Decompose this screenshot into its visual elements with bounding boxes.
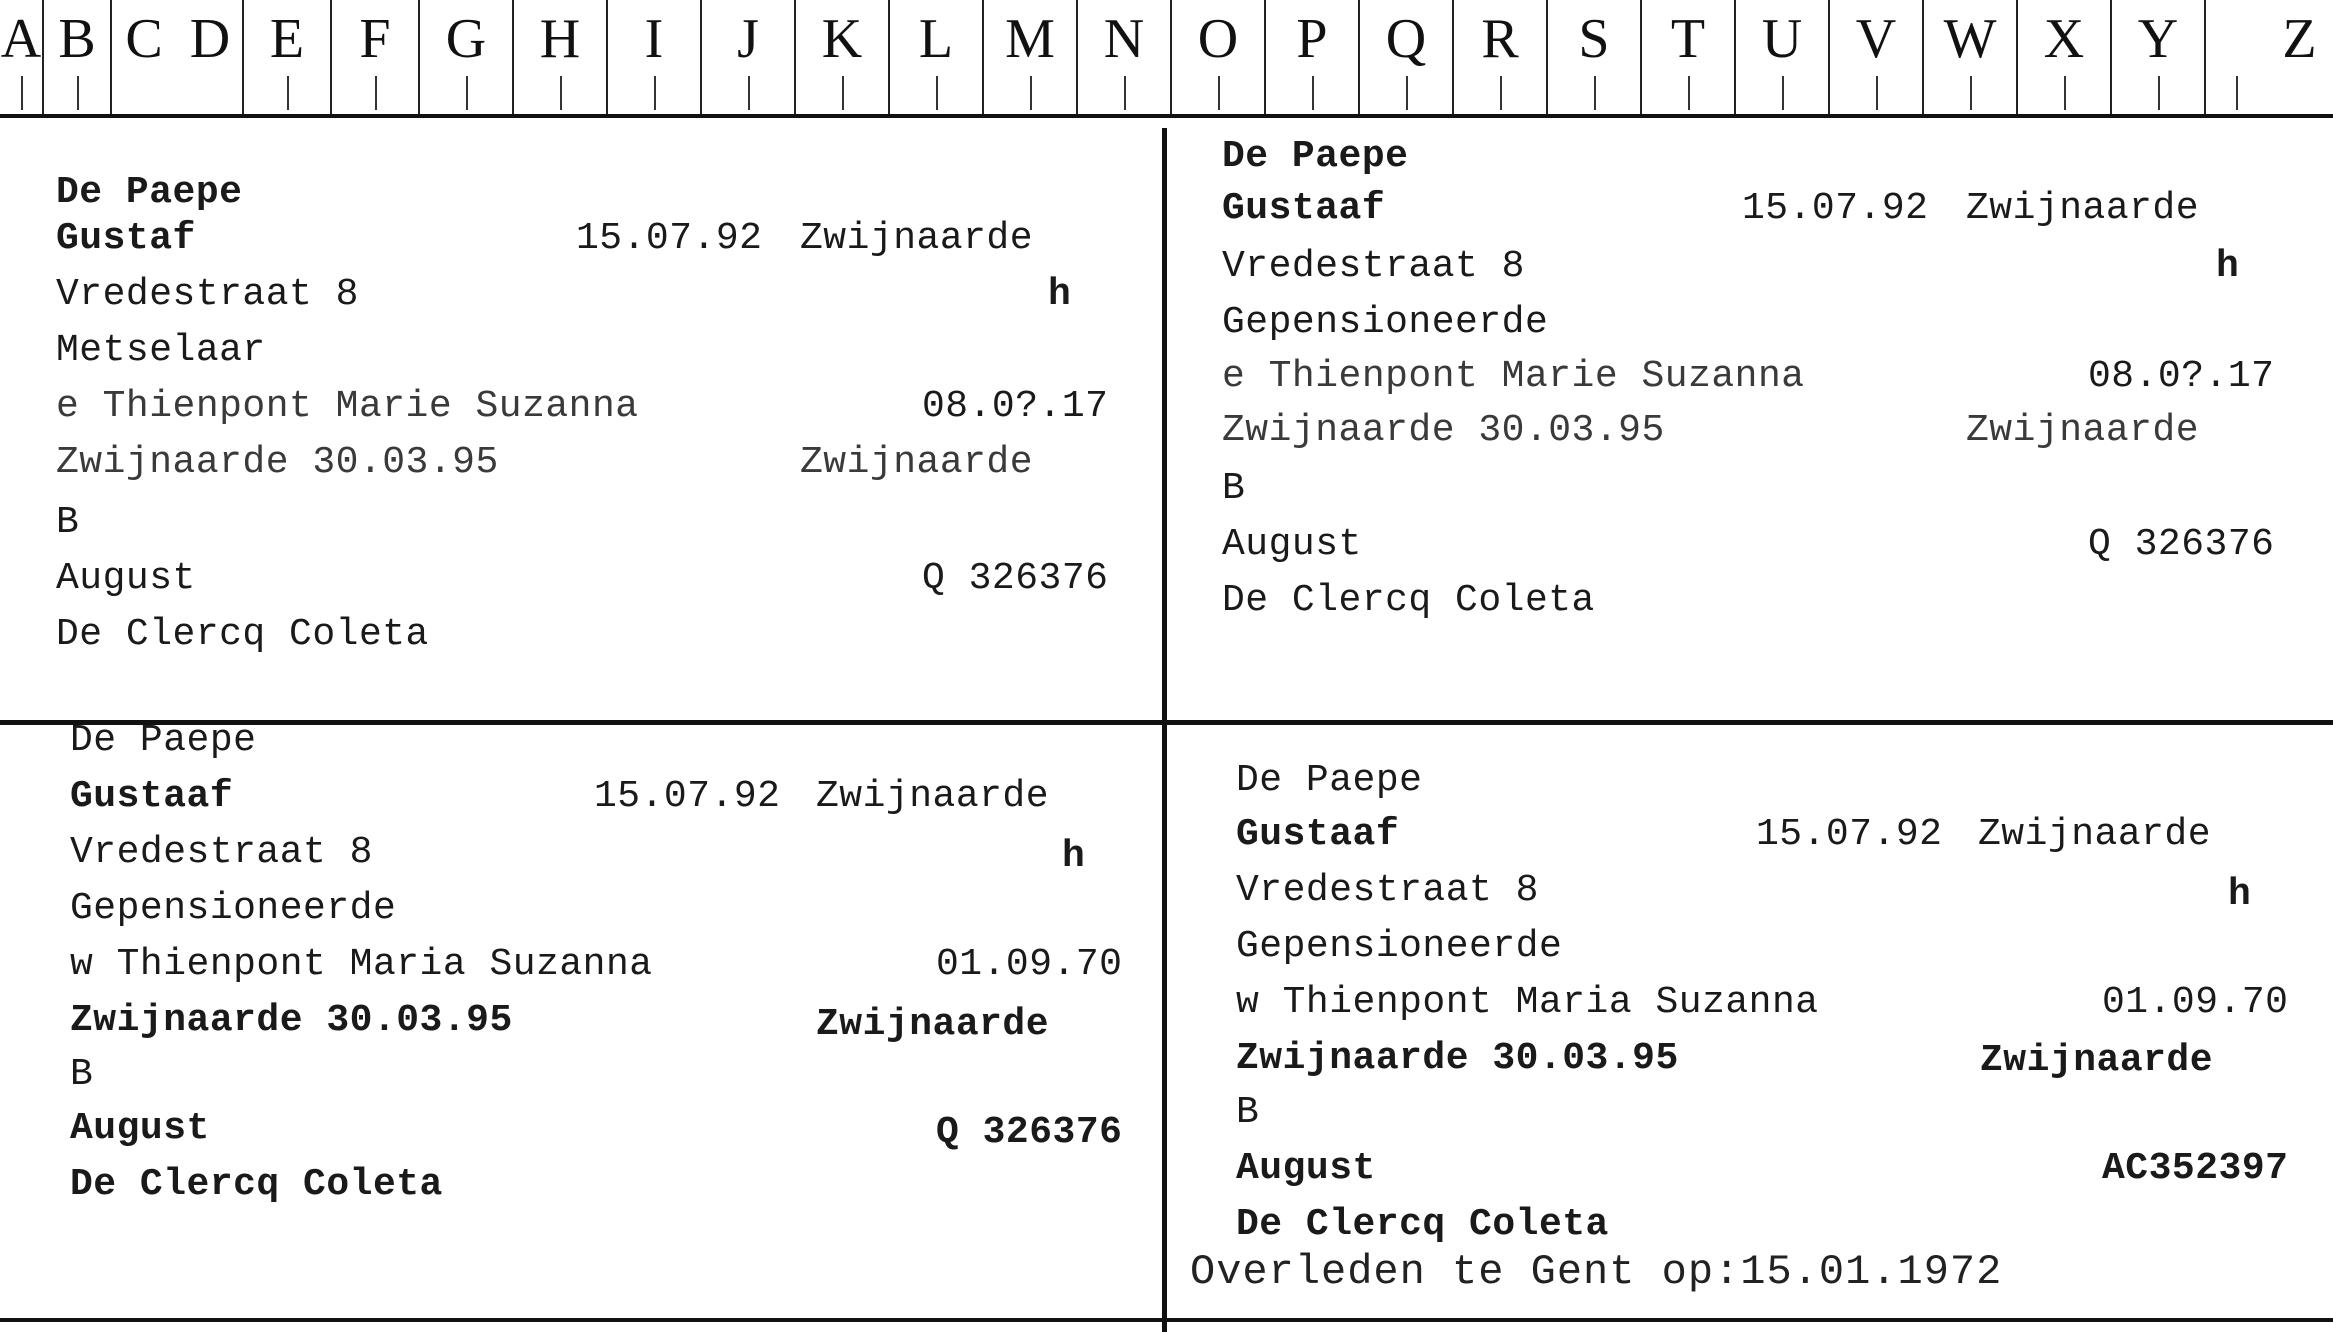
first-name: Gustaaf	[1236, 813, 1400, 856]
father: August	[70, 1107, 210, 1150]
spouse: w Thienpont Maria Suzanna	[70, 943, 653, 986]
tick-mark	[2064, 76, 2066, 110]
alphabet-tab-v	[1830, 0, 1924, 114]
registration-place: Zwijnaarde	[800, 441, 1034, 484]
record-card-2	[1222, 134, 2312, 704]
code: B	[56, 501, 80, 544]
registration: Zwijnaarde 30.03.95	[56, 441, 499, 484]
father: August	[1236, 1147, 1376, 1190]
registration: Zwijnaarde 30.03.95	[1222, 409, 1665, 452]
address: Vredestraat 8	[56, 273, 359, 316]
alphabet-tab-i	[608, 0, 702, 114]
occupation: Gepensioneerde	[1222, 301, 1549, 344]
tick-mark	[1500, 76, 1502, 110]
tick-mark	[1688, 76, 1690, 110]
spouse: w Thienpont Maria Suzanna	[1236, 981, 1819, 1024]
spouse-date: 08.0?.17	[922, 385, 1109, 428]
occupation: Gepensioneerde	[70, 887, 397, 930]
card-divider-horizontal-right	[1167, 720, 2333, 725]
tick-mark	[1218, 76, 1220, 110]
tick-mark	[2236, 76, 2238, 110]
tick-mark	[1594, 76, 1596, 110]
sex: h	[1062, 835, 1086, 878]
birth-date: 15.07.92	[1756, 813, 1943, 856]
code: B	[1236, 1091, 1260, 1134]
surname: De Paepe	[70, 719, 257, 762]
alphabet-letter: V	[1855, 8, 1897, 70]
code: B	[70, 1053, 94, 1096]
alphabet-letter: U	[1761, 8, 1803, 70]
alphabet-tab-j	[702, 0, 796, 114]
alphabet-letter: Q	[1385, 8, 1427, 70]
alphabet-letter: T	[1670, 8, 1706, 70]
surname: De Paepe	[1222, 135, 1409, 178]
alphabet-letter: H	[539, 8, 581, 70]
tick-mark	[1406, 76, 1408, 110]
alphabet-letter: C	[125, 8, 163, 70]
alphabet-letter: X	[2043, 8, 2085, 70]
id-number: Q 326376	[922, 557, 1109, 600]
alphabet-tab-r	[1454, 0, 1548, 114]
occupation: Metselaar	[56, 329, 266, 372]
code: B	[1222, 467, 1246, 510]
alphabet-tab-m	[984, 0, 1078, 114]
registration: Zwijnaarde 30.03.95	[1236, 1037, 1679, 1080]
tick-mark	[1970, 76, 1972, 110]
alphabet-tab-w	[1924, 0, 2018, 114]
record-card-3	[70, 718, 1150, 1308]
alphabet-letter: W	[1943, 8, 1997, 70]
alphabet-letter: S	[1578, 8, 1610, 70]
mother: De Clercq Coleta	[1236, 1203, 1609, 1246]
first-name: Gustaaf	[1222, 187, 1386, 230]
death-note: Overleden te Gent op:15.01.1972	[1190, 1248, 2003, 1296]
tick-mark	[560, 76, 562, 110]
first-name: Gustaaf	[70, 775, 234, 818]
alphabet-letter: M	[1005, 8, 1055, 70]
registration: Zwijnaarde 30.03.95	[70, 999, 513, 1042]
tick-mark	[842, 76, 844, 110]
first-name: Gustaf	[56, 217, 196, 260]
birth-date: 15.07.92	[576, 217, 763, 260]
alphabet-tab-y	[2112, 0, 2206, 114]
birth-place: Zwijnaarde	[800, 217, 1034, 260]
alphabet-letter: O	[1197, 8, 1239, 70]
birth-place: Zwijnaarde	[816, 775, 1050, 818]
id-number: AC352397	[2102, 1147, 2289, 1190]
tick-mark	[748, 76, 750, 110]
alphabet-tab-e	[244, 0, 332, 114]
tick-mark	[936, 76, 938, 110]
alphabet-tab-t	[1642, 0, 1736, 114]
occupation: Gepensioneerde	[1236, 925, 1563, 968]
tick-mark	[654, 76, 656, 110]
registration-place: Zwijnaarde	[1980, 1039, 2214, 1082]
address: Vredestraat 8	[1236, 869, 1539, 912]
alphabet-tab-u	[1736, 0, 1830, 114]
birth-date: 15.07.92	[1742, 187, 1929, 230]
birth-place: Zwijnaarde	[1978, 813, 2212, 856]
alphabet-letter: G	[445, 8, 487, 70]
alphabet-letter: I	[644, 8, 664, 70]
id-number: Q 326376	[2088, 523, 2275, 566]
tick-mark	[77, 76, 79, 110]
alphabet-letter: F	[359, 8, 391, 70]
card-divider-bottom-left	[0, 1318, 1162, 1322]
tick-mark	[2158, 76, 2160, 110]
alphabet-tab-s	[1548, 0, 1642, 114]
tick-mark	[1124, 76, 1126, 110]
spouse: e Thienpont Marie Suzanna	[56, 385, 639, 428]
tick-mark	[287, 76, 289, 110]
tick-mark	[1876, 76, 1878, 110]
alphabet-tab-x	[2018, 0, 2112, 114]
alphabet-tab-z	[2206, 0, 2333, 114]
tick-mark	[375, 76, 377, 110]
alphabet-tab-f	[332, 0, 420, 114]
alphabet-tab-o	[1172, 0, 1266, 114]
father: August	[56, 557, 196, 600]
mother: De Clercq Coleta	[70, 1163, 443, 1206]
spouse-date: 01.09.70	[2102, 981, 2289, 1024]
alphabet-letter: Y	[2137, 8, 2179, 70]
alphabet-letter: P	[1296, 8, 1328, 70]
alphabet-letter: K	[821, 8, 863, 70]
alphabet-letter: D	[189, 8, 231, 70]
mother: De Clercq Coleta	[1222, 579, 1595, 622]
father: August	[1222, 523, 1362, 566]
alphabet-letter: L	[918, 8, 954, 70]
registration-place: Zwijnaarde	[816, 1003, 1050, 1046]
card-divider-vertical	[1162, 128, 1167, 1332]
mother: De Clercq Coleta	[56, 613, 429, 656]
spouse-date: 01.09.70	[936, 943, 1123, 986]
alphabet-tab-g	[420, 0, 514, 114]
address: Vredestraat 8	[1222, 245, 1525, 288]
alphabet-letter: J	[737, 8, 759, 70]
address: Vredestraat 8	[70, 831, 373, 874]
alphabet-letter: B	[58, 8, 96, 70]
tick-mark	[1782, 76, 1784, 110]
sex: h	[2228, 873, 2252, 916]
alphabet-tab-b	[44, 0, 112, 114]
alphabet-tab-q	[1360, 0, 1454, 114]
alphabet-tab-p	[1266, 0, 1360, 114]
id-number: Q 326376	[936, 1111, 1123, 1154]
alphabet-tab-n	[1078, 0, 1172, 114]
birth-date: 15.07.92	[594, 775, 781, 818]
alphabet-letter: R	[1481, 8, 1519, 70]
sex: h	[2216, 245, 2240, 288]
alphabet-tab-k	[796, 0, 890, 114]
sex: h	[1048, 273, 1072, 316]
alphabet-tab-a	[0, 0, 44, 114]
spouse: e Thienpont Marie Suzanna	[1222, 355, 1805, 398]
tick-mark	[1312, 76, 1314, 110]
alphabet-tab-c	[112, 0, 244, 114]
surname: De Paepe	[56, 171, 243, 214]
spouse-date: 08.0?.17	[2088, 355, 2275, 398]
alphabet-letter: N	[1103, 8, 1145, 70]
record-card-4	[1236, 758, 2316, 1318]
card-divider-bottom-right	[1167, 1318, 2333, 1322]
alphabet-letter: Z	[2282, 8, 2317, 70]
registration-place: Zwijnaarde	[1966, 409, 2200, 452]
alphabet-tab-l	[890, 0, 984, 114]
record-card-1	[56, 170, 1146, 690]
alphabet-tab-h	[514, 0, 608, 114]
tick-mark	[21, 76, 23, 110]
alphabet-letter: A	[0, 8, 42, 70]
alphabet-letter: E	[269, 8, 305, 70]
birth-place: Zwijnaarde	[1966, 187, 2200, 230]
tick-mark	[466, 76, 468, 110]
surname: De Paepe	[1236, 759, 1423, 802]
tick-mark	[1030, 76, 1032, 110]
alphabet-index-bar	[0, 0, 2333, 118]
